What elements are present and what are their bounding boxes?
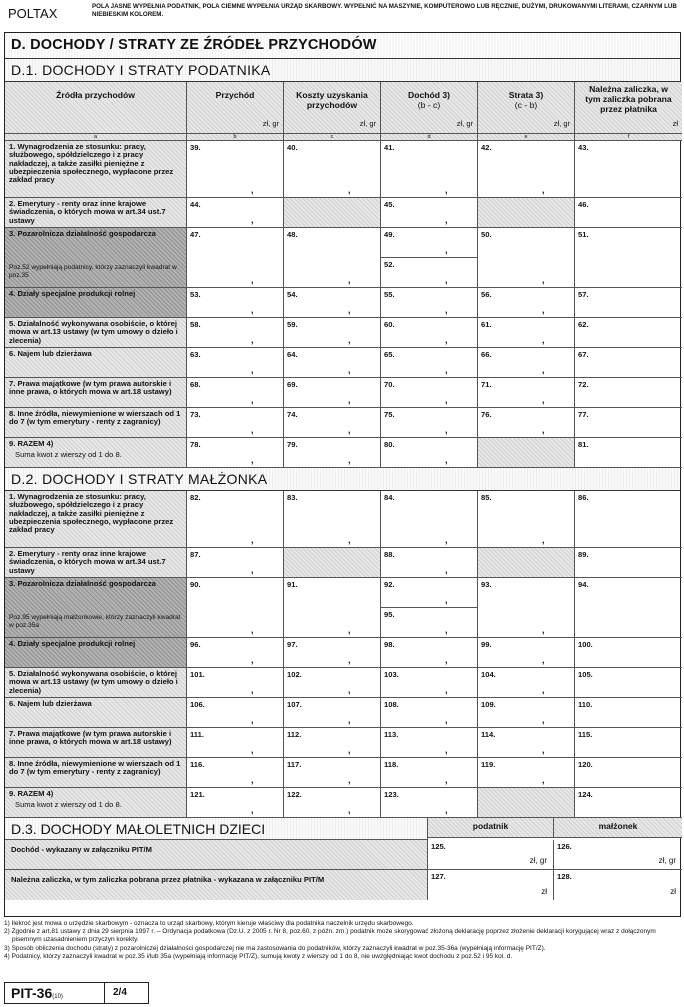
field-53[interactable]: 53. , [187, 288, 284, 318]
row-label: 4. Działy specjalne produkcji rolnej [5, 638, 187, 668]
field-73[interactable]: 73. , [187, 408, 284, 438]
page-header [0, 0, 684, 32]
field-127[interactable]: 127. zł [428, 870, 554, 900]
field-93[interactable]: 93. , [478, 578, 575, 638]
field-83[interactable]: 83. , [284, 491, 381, 548]
field-47[interactable]: 47. , [187, 228, 284, 288]
field-75[interactable]: 75. , [381, 408, 478, 438]
field-124[interactable]: 124. [575, 788, 682, 818]
field-67[interactable]: 67. [575, 348, 682, 378]
field-80[interactable]: 80. , [381, 438, 478, 468]
row-label: 3. Pozarolnicza działalność gospodarcza Poz.95 wypełniają małżonkowie, którzy zaznaczyli kwadrat w poz.35a [5, 578, 187, 638]
letter-e: e [478, 134, 575, 141]
field-91[interactable]: 91. , [284, 578, 381, 638]
field-40[interactable]: 40. , [284, 141, 381, 198]
field-77[interactable]: 77. [575, 408, 682, 438]
field-117[interactable]: 117. , [284, 758, 381, 788]
field-79[interactable]: 79. , [284, 438, 381, 468]
field-57[interactable]: 57. [575, 288, 682, 318]
unit-label: zł, gr [359, 119, 376, 128]
field-123[interactable]: 123. , [381, 788, 478, 818]
field-92-95[interactable]: 92. , 95. , [381, 578, 478, 638]
row-label: 8. Inne źródła, niewymienione w wierszach od 1 do 7 (w tym emerytury - renty z zagranicy) [5, 758, 187, 788]
field-66[interactable]: 66. , [478, 348, 575, 378]
field-126[interactable]: 126. zł, gr [554, 840, 682, 870]
field-72[interactable]: 72. [575, 378, 682, 408]
field-118[interactable]: 118. , [381, 758, 478, 788]
field-88[interactable]: 88. , [381, 548, 478, 578]
footnotes [4, 920, 680, 961]
field-disabled [478, 788, 575, 818]
section-d-form [4, 32, 681, 917]
header-loss: Strata 3) (c - b) zł, gr [478, 82, 575, 134]
field-90[interactable]: 90. , [187, 578, 284, 638]
field-82[interactable]: 82. , [187, 491, 284, 548]
field-71[interactable]: 71. , [478, 378, 575, 408]
row-label: 5. Działalność wykonywana osobiście, o której mowa w art.13 ustawy (w tym umowy o dzieło i zlecenia) [5, 318, 187, 348]
field-101[interactable]: 101. , [187, 668, 284, 698]
field-disabled [478, 438, 575, 468]
field-113[interactable]: 113. , [381, 728, 478, 758]
field-96[interactable]: 96. , [187, 638, 284, 668]
row-label: 7. Prawa majątkowe (w tym prawa autorskie i inne prawa, o których mowa w art.18 ustawy) [5, 378, 187, 408]
field-50[interactable]: 50. , [478, 228, 575, 288]
letter-b: b [187, 134, 284, 141]
field-46[interactable]: 46. [575, 198, 682, 228]
header-income: Dochód 3) (b - c) zł, gr [381, 82, 478, 134]
field-54[interactable]: 54. , [284, 288, 381, 318]
header-sources: Źródła przychodów [5, 82, 187, 134]
d1-table [5, 141, 680, 468]
section-d1-title: D.1. DOCHODY I STRATY PODATNIKA [5, 59, 680, 82]
field-56[interactable]: 56. , [478, 288, 575, 318]
field-74[interactable]: 74. , [284, 408, 381, 438]
field-107[interactable]: 107. , [284, 698, 381, 728]
field-41[interactable]: 41. , [381, 141, 478, 198]
d3-row-income: Dochód - wykazany w załączniku PIT/M [5, 840, 428, 870]
field-45[interactable]: 45. , [381, 198, 478, 228]
field-114[interactable]: 114. , [478, 728, 575, 758]
field-104[interactable]: 104. , [478, 668, 575, 698]
unit-label: zł, gr [456, 119, 473, 128]
field-61[interactable]: 61. , [478, 318, 575, 348]
field-59[interactable]: 59. , [284, 318, 381, 348]
field-108[interactable]: 108. , [381, 698, 478, 728]
footnote: 4) Podatnicy, którzy zaznaczyli kwadrat w poz.35 i/lub 35a (wypełniają informację PIT/Z), sumują kwoty z wierszy od 1 do 8, nie uwzględniając kwot dochodu z poz.52 i 95 kol. d. [4, 952, 513, 960]
letter-c: c [284, 134, 381, 141]
field-81[interactable]: 81. [575, 438, 682, 468]
field-51[interactable]: 51. [575, 228, 682, 288]
field-60[interactable]: 60. , [381, 318, 478, 348]
row-label: 7. Prawa majątkowe (w tym prawa autorskie i inne prawa, o których mowa w art.18 ustawy) [5, 728, 187, 758]
field-97[interactable]: 97. , [284, 638, 381, 668]
form-id-box [4, 982, 149, 1004]
header-advance: Należna zaliczka, w tym zaliczka pobrana przez płatnika zł [575, 82, 682, 134]
section-d3-title: D.3. DOCHODY MAŁOLETNICH DZIECI [5, 818, 428, 840]
row-label: 5. Działalność wykonywana osobiście, o której mowa w art.13 ustawy (w tym umowy o dzieło i zlecenia) [5, 668, 187, 698]
row-label: 2. Emerytury - renty oraz inne krajowe świadczenia, o których mowa w art.34 ust.7 ustawy [5, 548, 187, 578]
field-42[interactable]: 42. , [478, 141, 575, 198]
field-63[interactable]: 63. , [187, 348, 284, 378]
field-119[interactable]: 119. , [478, 758, 575, 788]
row-label: 8. Inne źródła, niewymienione w wierszach od 1 do 7 (w tym emerytury - renty z zagranicy) [5, 408, 187, 438]
field-116[interactable]: 116. , [187, 758, 284, 788]
row-label: 9. RAZEM 4) Suma kwot z wierszy od 1 do 8. [5, 788, 187, 818]
field-64[interactable]: 64. , [284, 348, 381, 378]
field-43[interactable]: 43. [575, 141, 682, 198]
brand-label: POLTAX [8, 6, 58, 21]
footnote: 3) Sposób obliczenia dochodu (straty) z pozarolniczej działalności gospodarczej nie ma zastosowania do podatników, którzy zaznaczyli kwadrat w poz.35-36a (wypełniają informację PIT/Z). [4, 944, 546, 952]
field-55[interactable]: 55. , [381, 288, 478, 318]
field-85[interactable]: 85. , [478, 491, 575, 548]
instructions-text: POLA JASNE WYPEŁNIA PODATNIK, POLA CIEMNE WYPEŁNIA URZĄD SKARBOWY. WYPEŁNIĆ NA MASZYNIE, KOMPUTEROWO LUB RĘCZNIE, DUŻYMI, DRUKOWANYMI LITERAMI, CZARNYM LUB NIEBIESKIM KOLOREM. [92, 3, 677, 18]
field-106[interactable]: 106. , [187, 698, 284, 728]
field-70[interactable]: 70. , [381, 378, 478, 408]
letter-d: d [381, 134, 478, 141]
letter-f: f [575, 134, 682, 141]
row-label: 2. Emerytury - renty oraz inne krajowe świadczenia, o których mowa w art.34 ust.7 ustawy [5, 198, 187, 228]
footnote: 2) Zgodnie z art.81 ustawy z dnia 29 sierpnia 1997 r. – Ordynacja podatkowa (Dz.U. z 2005 r. Nr 8, poz.60, z późn. zm.) podatnik może skorygować złożoną deklarację poprzez złożenie deklaracji korygującej wraz z dołączonym pisemnym uzasadnieniem przyczyn korekty. [4, 928, 656, 944]
row-label: 4. Działy specjalne produkcji rolnej [5, 288, 187, 318]
field-76[interactable]: 76. , [478, 408, 575, 438]
field-87[interactable]: 87. , [187, 548, 284, 578]
row-label: 3. Pozarolnicza działalność gospodarcza Poz.52 wypełniają podatnicy, którzy zaznaczyli kwadrat w poz.35 [5, 228, 187, 288]
header-spouse: małżonek [554, 818, 682, 838]
d3-table [5, 818, 680, 900]
column-headers [5, 82, 680, 134]
field-125[interactable]: 125. zł, gr [428, 840, 554, 870]
field-121[interactable]: 121. , [187, 788, 284, 818]
column-letters [5, 134, 680, 141]
field-84[interactable]: 84. , [381, 491, 478, 548]
form-name: PIT-36(10) [5, 983, 105, 1003]
section-d-title: D. DOCHODY / STRATY ZE ŹRÓDEŁ PRZYCHODÓW [5, 33, 680, 59]
field-49-52[interactable]: 49. , 52. , [381, 228, 478, 288]
row-label: 6. Najem lub dzierżawa [5, 698, 187, 728]
row-label: 9. RAZEM 4) Suma kwot z wierszy od 1 do 8. [5, 438, 187, 468]
field-100[interactable]: 100. [575, 638, 682, 668]
field-111[interactable]: 111. , [187, 728, 284, 758]
unit-label: zł, gr [262, 119, 279, 128]
field-62[interactable]: 62. [575, 318, 682, 348]
field-115[interactable]: 115. [575, 728, 682, 758]
footnote: 1) Ilekroć jest mowa o urzędzie skarbowym - oznacza to urząd skarbowy, którym kieruje właściwy dla podatnika naczelnik urzędu skarbowego. [4, 920, 414, 927]
field-78[interactable]: 78. , [187, 438, 284, 468]
row-label: 1. Wynagrodzenia ze stosunku: pracy, służbowego, spółdzielczego i z pracy nakładczej, a także zasiłki pieniężne z ubezpieczenia społecznego, wypłacone przez zakład pracy [5, 141, 187, 198]
field-128[interactable]: 128. zł [557, 872, 676, 896]
field-disabled [284, 548, 381, 578]
field-disabled [478, 198, 575, 228]
unit-label: zł [672, 119, 678, 128]
field-98[interactable]: 98. , [381, 638, 478, 668]
field-86[interactable]: 86. [575, 491, 682, 548]
field-disabled [478, 548, 575, 578]
field-110[interactable]: 110. [575, 698, 682, 728]
header-taxpayer: podatnik [428, 818, 554, 838]
field-109[interactable]: 109. , [478, 698, 575, 728]
field-89[interactable]: 89. [575, 548, 682, 578]
row-label: 1. Wynagrodzenia ze stosunku: pracy, służbowego, spółdzielczego i z pracy nakładczej, a także zasiłki pieniężne z ubezpieczenia społecznego, wypłacone przez zakład pracy [5, 491, 187, 548]
field-39[interactable]: 39. , [187, 141, 284, 198]
d2-table [5, 491, 680, 818]
field-120[interactable]: 120. [575, 758, 682, 788]
field-99[interactable]: 99. , [478, 638, 575, 668]
field-65[interactable]: 65. , [381, 348, 478, 378]
field-94[interactable]: 94. [575, 578, 682, 638]
page-number: 2/4 [113, 987, 127, 998]
section-d2-title: D.2. DOCHODY I STRATY MAŁŻONKA [5, 468, 680, 491]
unit-label: zł, gr [553, 119, 570, 128]
row-label: 6. Najem lub dzierżawa [5, 348, 187, 378]
field-58[interactable]: 58. , [187, 318, 284, 348]
field-68[interactable]: 68. , [187, 378, 284, 408]
field-102[interactable]: 102. , [284, 668, 381, 698]
header-revenue: Przychód zł, gr [187, 82, 284, 134]
field-69[interactable]: 69. , [284, 378, 381, 408]
field-112[interactable]: 112. , [284, 728, 381, 758]
field-105[interactable]: 105. [575, 668, 682, 698]
field-44[interactable]: 44. , [187, 198, 284, 228]
header-costs: Koszty uzyskania przychodów zł, gr [284, 82, 381, 134]
field-103[interactable]: 103. , [381, 668, 478, 698]
field-disabled [284, 198, 381, 228]
d3-row-advance: Należna zaliczka, w tym zaliczka pobrana przez płatnika - wykazana w załączniku PIT/M [5, 870, 428, 900]
letter-a: a [5, 134, 187, 141]
field-122[interactable]: 122. , [284, 788, 381, 818]
field-48[interactable]: 48. , [284, 228, 381, 288]
